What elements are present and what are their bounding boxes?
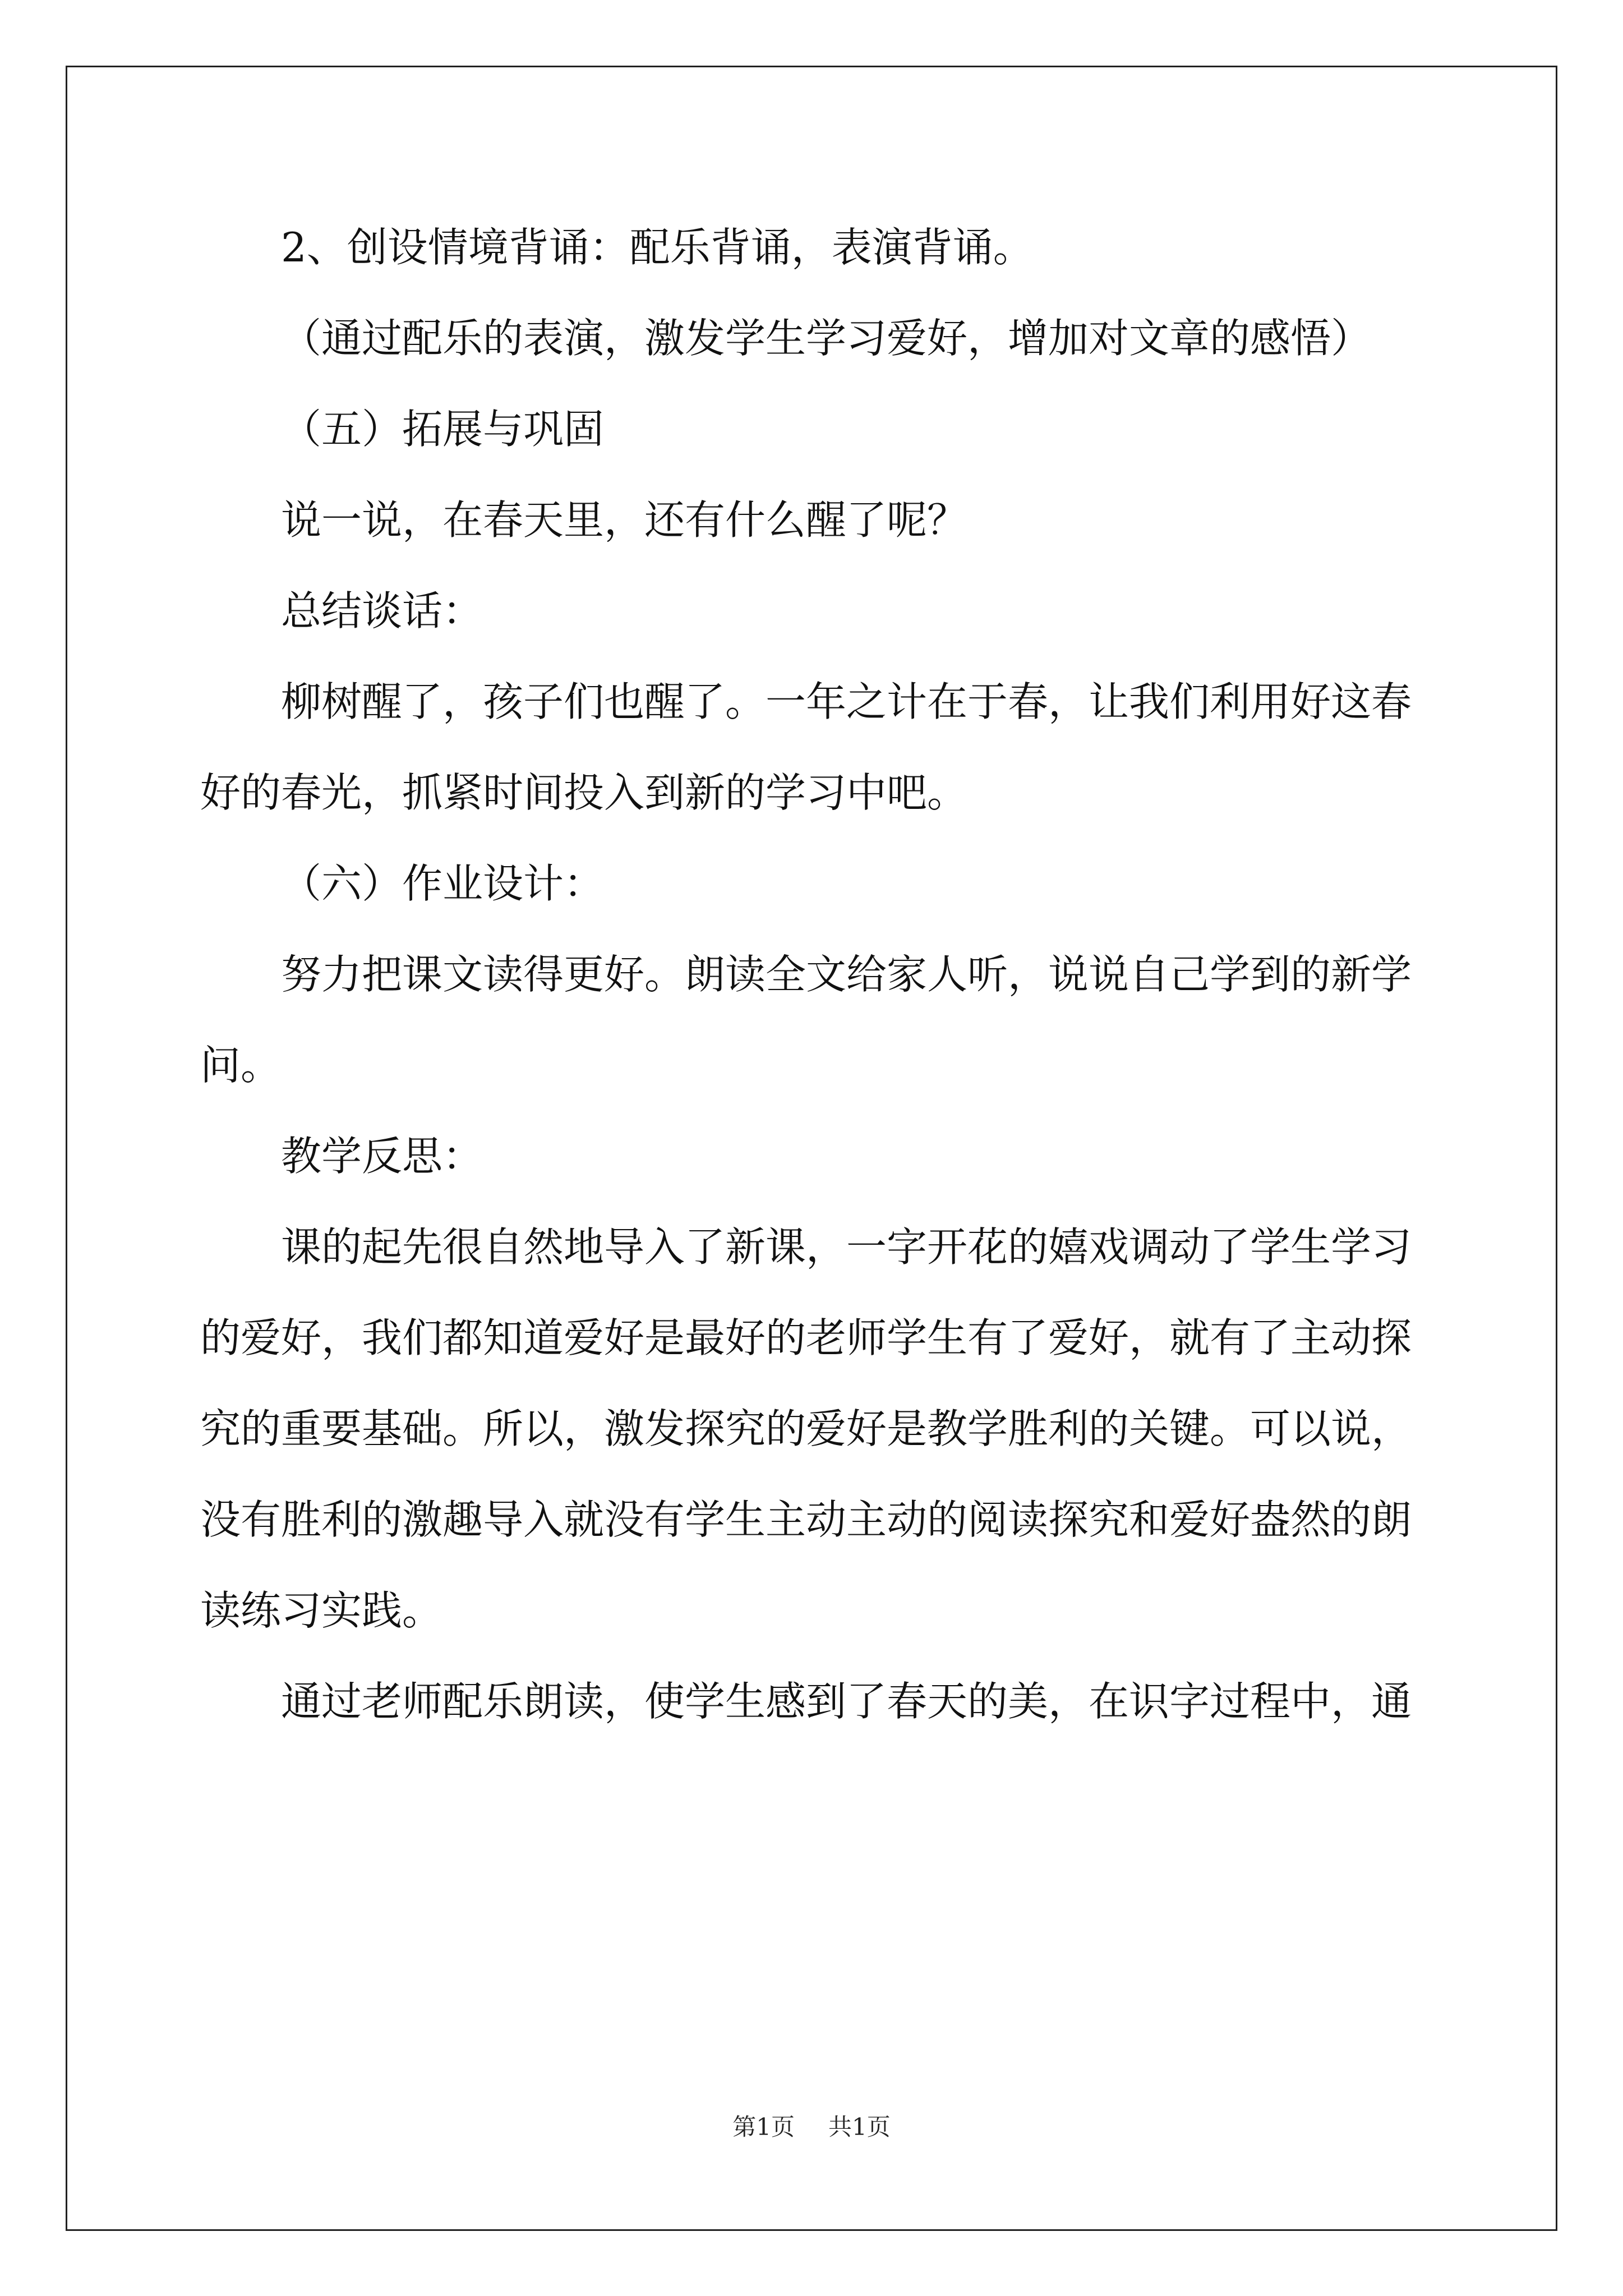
paragraph-1: 2、创设情境背诵：配乐背诵，表演背诵。 [281,224,1034,271]
section-heading-extension: （五）拓展与巩固 [281,406,605,453]
summary-heading: 总结谈话： [281,587,483,634]
document-body [200,202,1434,1747]
page-footer [0,2110,1623,2144]
paragraph-3: 说一说，在春天里，还有什么醒了呢？ [281,496,968,544]
paragraph-5: 努力把课文读得更好。朗读全文给家人听，说说自己学到的新学问。 [200,951,1412,1089]
paragraph-7: 通过老师配乐朗读，使学生感到了春天的美，在识字过程中，通 [281,1678,1412,1725]
page-total: 共1页 [828,2113,891,2141]
page-number: 第1页 [732,2113,795,2141]
paragraph-2: （通过配乐的表演，激发学生学习爱好，增加对文章的感悟） [281,315,1372,362]
paragraph-4: 柳树醒了，孩子们也醒了。一年之计在于春，让我们利用好这春好的春光，抓紧时间投入到新的学习中吧。 [200,678,1412,816]
paragraph-6: 课的起先很自然地导入了新课，一字开花的嬉戏调动了学生学习的爱好，我们都知道爱好是最好的老师学生有了爱好，就有了主动探究的重要基础。所以，激发探究的爱好是教学胜利的关键。可以说，没有胜利的激趣导入就没有学生主动主动的阅读探究和爱好盎然的朗读练习实践。 [200,1223,1412,1634]
reflection-heading: 教学反思： [281,1133,483,1180]
section-heading-homework: （六）作业设计： [281,860,605,907]
